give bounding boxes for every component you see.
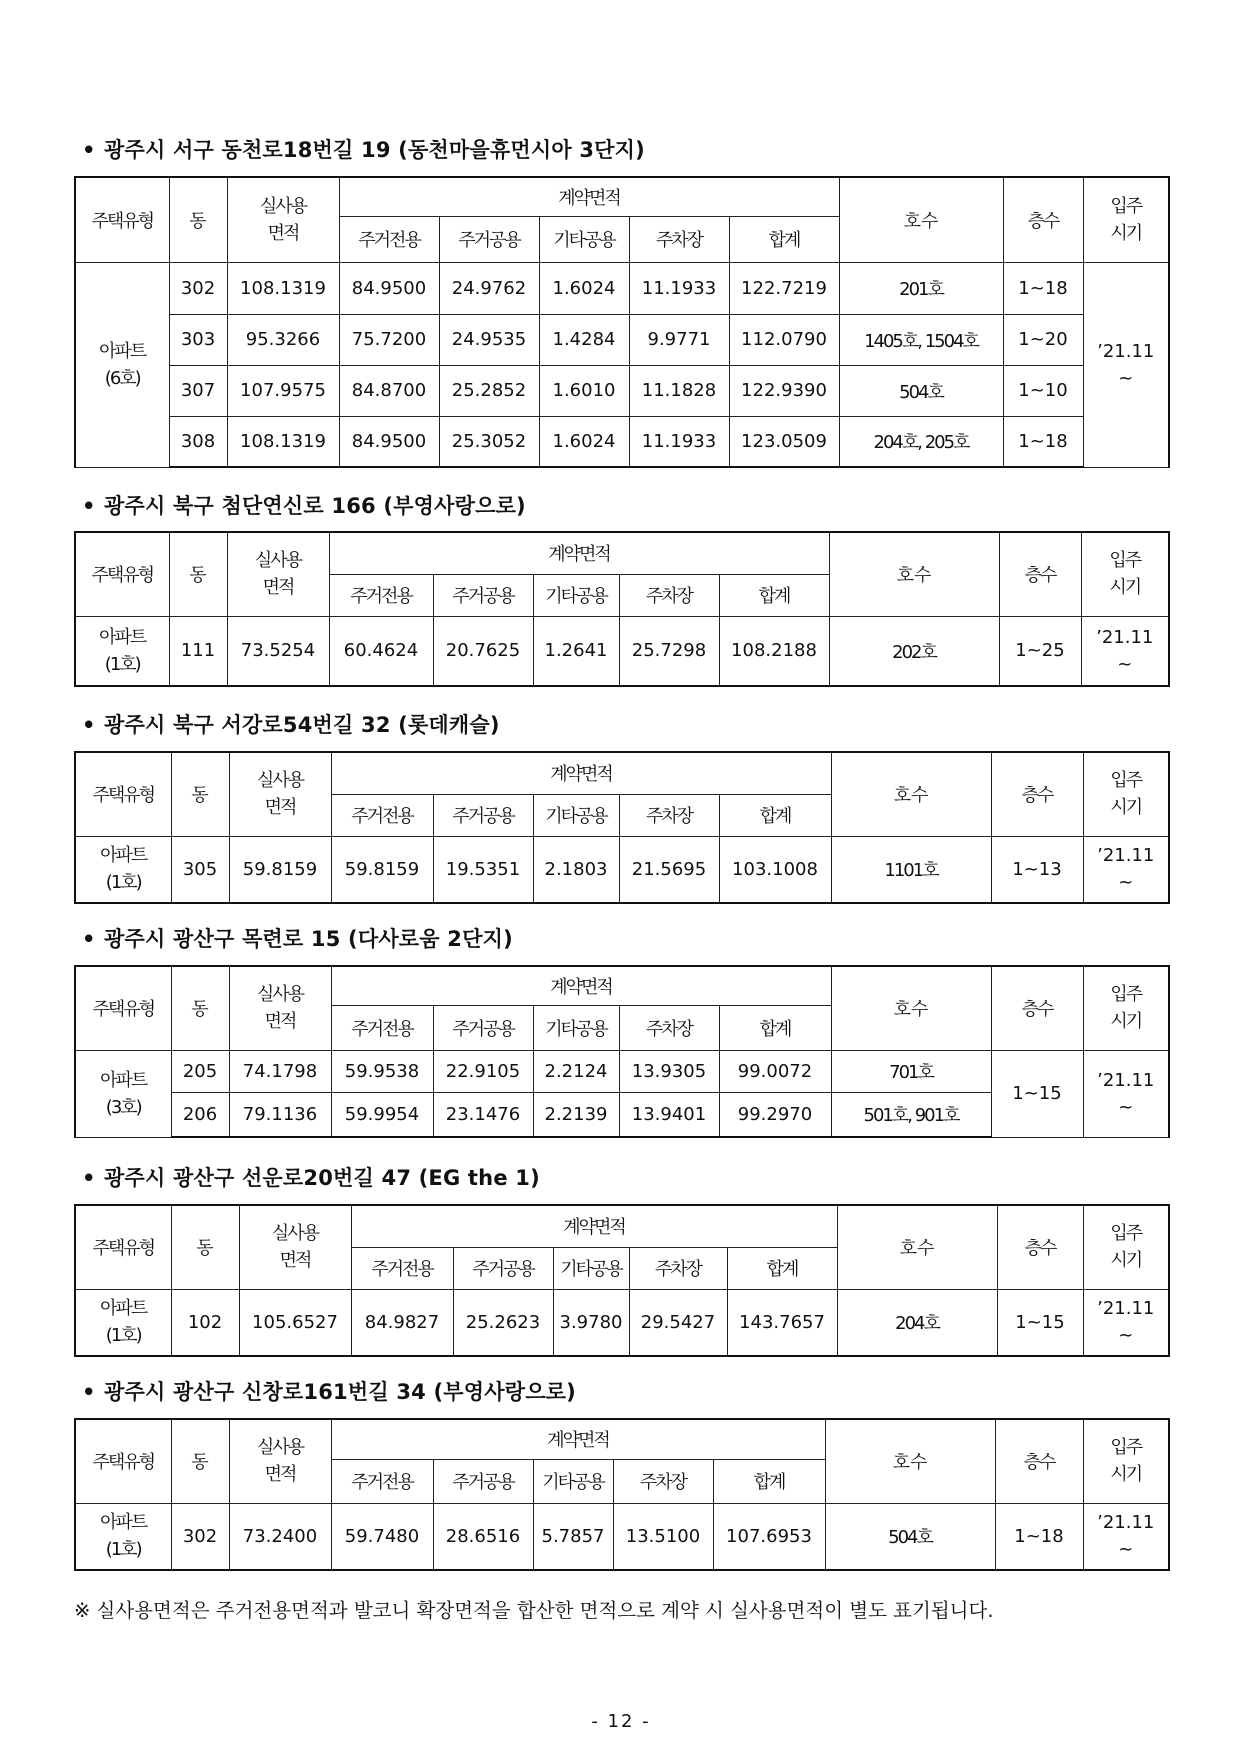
header-movein: 입주 시기 <box>1083 177 1169 262</box>
header-common: 주거공용 <box>433 1459 533 1503</box>
header-contract: 계약면적 <box>331 1419 825 1459</box>
section-2-title: • 광주시 북구 첨단연신로 166 (부영사랑으로) <box>82 494 526 518</box>
header-contract: 계약면적 <box>339 177 839 216</box>
common-cell: 25.3052 <box>439 416 539 467</box>
exclusive-cell: 84.9827 <box>351 1289 453 1356</box>
section-5-title: • 광주시 광산구 선운로20번길 47 (EG the 1) <box>82 1166 540 1190</box>
dong-cell: 307 <box>169 365 227 416</box>
table-row <box>75 365 1169 416</box>
header-movein: 입주 시기 <box>1083 1205 1169 1289</box>
section-4-title: • 광주시 광산구 목련로 15 (다사로움 2단지) <box>82 927 513 951</box>
exclusive-cell: 75.7200 <box>339 314 439 365</box>
header-floor: 층수 <box>991 966 1083 1050</box>
floor-cell: 1~20 <box>1003 314 1083 365</box>
table-row <box>75 416 1169 467</box>
area-cell: 105.6527 <box>239 1289 351 1356</box>
type-cell: 아파트 (1호) <box>75 1503 171 1570</box>
header-type: 주택유형 <box>75 752 171 836</box>
common-cell: 19.5351 <box>433 836 533 903</box>
exclusive-cell: 84.9500 <box>339 262 439 314</box>
total-cell: 122.7219 <box>729 262 839 314</box>
header-total: 합계 <box>729 216 839 262</box>
header-type: 주택유형 <box>75 1205 171 1289</box>
movein-cell: ’21.11 ~ <box>1083 1503 1169 1570</box>
header-parking: 주차장 <box>619 574 719 616</box>
table-row <box>75 1503 1169 1570</box>
header-contract: 계약면적 <box>351 1205 837 1247</box>
floor-cell: 1~15 <box>997 1289 1083 1356</box>
total-cell: 99.2970 <box>719 1092 831 1137</box>
header-ho: 호수 <box>831 966 991 1050</box>
header-parking: 주차장 <box>629 216 729 262</box>
header-exclusive: 주거전용 <box>331 1459 433 1503</box>
other-cell: 1.4284 <box>539 314 629 365</box>
header-common: 주거공용 <box>433 574 533 616</box>
parking-cell: 11.1828 <box>629 365 729 416</box>
area-cell: 73.5254 <box>227 616 329 686</box>
total-cell: 112.0790 <box>729 314 839 365</box>
exclusive-cell: 59.8159 <box>331 836 433 903</box>
section-title-text: 광주시 광산구 선운로20번길 47 (EG the 1) <box>104 1166 540 1190</box>
header-type: 주택유형 <box>75 966 171 1050</box>
section-5-table <box>74 1204 1170 1357</box>
header-contract: 계약면적 <box>329 532 829 574</box>
header-movein: 입주 시기 <box>1083 966 1169 1050</box>
header-parking: 주차장 <box>629 1247 727 1289</box>
movein-cell: ’21.11 ~ <box>1083 836 1169 903</box>
header-parking: 주차장 <box>613 1459 713 1503</box>
other-cell: 2.1803 <box>533 836 619 903</box>
movein-cell: ’21.11 ~ <box>1083 1289 1169 1356</box>
section-3-table <box>74 751 1170 904</box>
common-cell: 23.1476 <box>433 1092 533 1137</box>
parking-cell: 13.9305 <box>619 1050 719 1092</box>
other-cell: 1.6010 <box>539 365 629 416</box>
floor-cell: 1~18 <box>995 1503 1083 1570</box>
section-1-title: • 광주시 서구 동천로18번길 19 (동천마을휴먼시아 3단지) <box>82 138 645 162</box>
header-ho: 호수 <box>829 532 999 616</box>
parking-cell: 25.7298 <box>619 616 719 686</box>
dong-cell: 308 <box>169 416 227 467</box>
ho-cell: 204호 <box>837 1289 997 1356</box>
header-total: 합계 <box>719 574 829 616</box>
other-cell: 1.6024 <box>539 416 629 467</box>
movein-cell: ’21.11 ~ <box>1081 616 1169 686</box>
area-cell: 59.8159 <box>229 836 331 903</box>
floor-cell: 1~18 <box>1003 416 1083 467</box>
exclusive-cell: 84.8700 <box>339 365 439 416</box>
common-cell: 24.9535 <box>439 314 539 365</box>
page-number: - 12 - <box>591 1711 651 1732</box>
table-row <box>75 616 1169 686</box>
header-other: 기타공용 <box>539 216 629 262</box>
header-floor: 층수 <box>995 1419 1083 1503</box>
table-row <box>75 262 1169 314</box>
header-ho: 호수 <box>837 1205 997 1289</box>
exclusive-cell: 59.7480 <box>331 1503 433 1570</box>
header-contract: 계약면적 <box>331 752 831 794</box>
header-other: 기타공용 <box>553 1247 629 1289</box>
header-floor: 층수 <box>997 1205 1083 1289</box>
dong-cell: 111 <box>169 616 227 686</box>
total-cell: 122.9390 <box>729 365 839 416</box>
header-exclusive: 주거전용 <box>351 1247 453 1289</box>
dong-cell: 205 <box>171 1050 229 1092</box>
header-other: 기타공용 <box>533 574 619 616</box>
header-row <box>75 1205 1169 1247</box>
dong-cell: 305 <box>171 836 229 903</box>
header-ho: 호수 <box>831 752 991 836</box>
floor-cell: 1~10 <box>1003 365 1083 416</box>
header-common: 주거공용 <box>453 1247 553 1289</box>
common-cell: 28.6516 <box>433 1503 533 1570</box>
dong-cell: 102 <box>171 1289 239 1356</box>
header-floor: 층수 <box>991 752 1083 836</box>
header-row <box>75 966 1169 1005</box>
floor-cell: 1~18 <box>1003 262 1083 314</box>
header-row <box>75 532 1169 574</box>
header-area: 실사용 면적 <box>227 532 329 616</box>
header-area: 실사용 면적 <box>229 966 331 1050</box>
header-floor: 층수 <box>999 532 1081 616</box>
header-row <box>75 177 1169 216</box>
dong-cell: 302 <box>171 1503 229 1570</box>
ho-cell: 1101호 <box>831 836 991 903</box>
parking-cell: 13.5100 <box>613 1503 713 1570</box>
section-6-title: • 광주시 광산구 신창로161번길 34 (부영사랑으로) <box>82 1380 576 1404</box>
other-cell: 5.7857 <box>533 1503 613 1570</box>
header-exclusive: 주거전용 <box>329 574 433 616</box>
area-cell: 108.1319 <box>227 416 339 467</box>
type-cell: 아파트 (1호) <box>75 1289 171 1356</box>
movein-cell: ’21.11 ~ <box>1083 262 1169 467</box>
header-total: 합계 <box>719 1005 831 1050</box>
ho-cell: 504호 <box>839 365 1003 416</box>
type-cell: 아파트 (6호) <box>75 262 169 467</box>
header-total: 합계 <box>719 794 831 836</box>
ho-cell: 501호, 901호 <box>831 1092 991 1137</box>
area-cell: 73.2400 <box>229 1503 331 1570</box>
common-cell: 25.2623 <box>453 1289 553 1356</box>
header-dong: 동 <box>171 966 229 1050</box>
ho-cell: 201호 <box>839 262 1003 314</box>
section-3-title: • 광주시 북구 서강로54번길 32 (롯데캐슬) <box>82 713 500 737</box>
ho-cell: 701호 <box>831 1050 991 1092</box>
common-cell: 22.9105 <box>433 1050 533 1092</box>
section-4-table <box>74 965 1170 1138</box>
floor-cell: 1~13 <box>991 836 1083 903</box>
dong-cell: 303 <box>169 314 227 365</box>
ho-cell: 1405호, 1504호 <box>839 314 1003 365</box>
header-movein: 입주 시기 <box>1081 532 1169 616</box>
parking-cell: 21.5695 <box>619 836 719 903</box>
section-1-table <box>74 176 1170 468</box>
header-other: 기타공용 <box>533 1459 613 1503</box>
area-cell: 95.3266 <box>227 314 339 365</box>
common-cell: 24.9762 <box>439 262 539 314</box>
header-ho: 호수 <box>839 177 1003 262</box>
table-row <box>75 836 1169 903</box>
total-cell: 108.2188 <box>719 616 829 686</box>
header-dong: 동 <box>171 1205 239 1289</box>
type-cell: 아파트 (1호) <box>75 836 171 903</box>
section-title-text: 광주시 광산구 목련로 15 (다사로움 2단지) <box>104 927 513 951</box>
header-type: 주택유형 <box>75 532 169 616</box>
exclusive-cell: 84.9500 <box>339 416 439 467</box>
table-row <box>75 1050 1169 1092</box>
header-exclusive: 주거전용 <box>331 794 433 836</box>
table-row <box>75 314 1169 365</box>
header-floor: 층수 <box>1003 177 1083 262</box>
header-other: 기타공용 <box>533 794 619 836</box>
ho-cell: 204호, 205호 <box>839 416 1003 467</box>
header-other: 기타공용 <box>533 1005 619 1050</box>
header-common: 주거공용 <box>433 794 533 836</box>
header-type: 주택유형 <box>75 177 169 262</box>
header-movein: 입주 시기 <box>1083 1419 1169 1503</box>
ho-cell: 202호 <box>829 616 999 686</box>
total-cell: 99.0072 <box>719 1050 831 1092</box>
area-cell: 108.1319 <box>227 262 339 314</box>
other-cell: 2.2124 <box>533 1050 619 1092</box>
floor-cell: 1~25 <box>999 616 1081 686</box>
header-contract: 계약면적 <box>331 966 831 1005</box>
type-cell: 아파트 (3호) <box>75 1050 171 1137</box>
header-row <box>75 752 1169 794</box>
section-title-text: 광주시 서구 동천로18번길 19 (동천마을휴먼시아 3단지) <box>104 138 645 162</box>
total-cell: 107.6953 <box>713 1503 825 1570</box>
header-row <box>75 1419 1169 1459</box>
other-cell: 1.6024 <box>539 262 629 314</box>
header-dong: 동 <box>169 532 227 616</box>
section-title-text: 광주시 북구 첨단연신로 166 (부영사랑으로) <box>104 494 526 518</box>
area-cell: 79.1136 <box>229 1092 331 1137</box>
header-common: 주거공용 <box>439 216 539 262</box>
header-exclusive: 주거전용 <box>339 216 439 262</box>
header-dong: 동 <box>171 1419 229 1503</box>
header-exclusive: 주거전용 <box>331 1005 433 1050</box>
total-cell: 123.0509 <box>729 416 839 467</box>
other-cell: 2.2139 <box>533 1092 619 1137</box>
common-cell: 20.7625 <box>433 616 533 686</box>
header-area: 실사용 면적 <box>229 1419 331 1503</box>
parking-cell: 11.1933 <box>629 416 729 467</box>
section-6-table <box>74 1418 1170 1571</box>
header-ho: 호수 <box>825 1419 995 1503</box>
area-cell: 107.9575 <box>227 365 339 416</box>
type-cell: 아파트 (1호) <box>75 616 169 686</box>
header-type: 주택유형 <box>75 1419 171 1503</box>
exclusive-cell: 60.4624 <box>329 616 433 686</box>
total-cell: 143.7657 <box>727 1289 837 1356</box>
parking-cell: 13.9401 <box>619 1092 719 1137</box>
exclusive-cell: 59.9954 <box>331 1092 433 1137</box>
movein-cell: ’21.11 ~ <box>1083 1050 1169 1137</box>
header-total: 합계 <box>713 1459 825 1503</box>
parking-cell: 29.5427 <box>629 1289 727 1356</box>
parking-cell: 9.9771 <box>629 314 729 365</box>
section-2-table <box>74 531 1170 687</box>
parking-cell: 11.1933 <box>629 262 729 314</box>
other-cell: 1.2641 <box>533 616 619 686</box>
header-area: 실사용 면적 <box>227 177 339 262</box>
header-parking: 주차장 <box>619 1005 719 1050</box>
floor-cell: 1~15 <box>991 1050 1083 1137</box>
ho-cell: 504호 <box>825 1503 995 1570</box>
other-cell: 3.9780 <box>553 1289 629 1356</box>
table-row <box>75 1289 1169 1356</box>
header-dong: 동 <box>169 177 227 262</box>
total-cell: 103.1008 <box>719 836 831 903</box>
header-total: 합계 <box>727 1247 837 1289</box>
header-area: 실사용 면적 <box>229 752 331 836</box>
header-common: 주거공용 <box>433 1005 533 1050</box>
exclusive-cell: 59.9538 <box>331 1050 433 1092</box>
header-movein: 입주 시기 <box>1083 752 1169 836</box>
dong-cell: 302 <box>169 262 227 314</box>
header-parking: 주차장 <box>619 794 719 836</box>
section-title-text: 광주시 북구 서강로54번길 32 (롯데캐슬) <box>104 713 500 737</box>
section-title-text: 광주시 광산구 신창로161번길 34 (부영사랑으로) <box>104 1380 576 1404</box>
header-area: 실사용 면적 <box>239 1205 351 1289</box>
footnote: ※ 실사용면적은 주거전용면적과 발코니 확장면적을 합산한 면적으로 계약 시 실사용면적이 별도 표기됩니다. <box>74 1599 994 1622</box>
dong-cell: 206 <box>171 1092 229 1137</box>
common-cell: 25.2852 <box>439 365 539 416</box>
area-cell: 74.1798 <box>229 1050 331 1092</box>
header-dong: 동 <box>171 752 229 836</box>
